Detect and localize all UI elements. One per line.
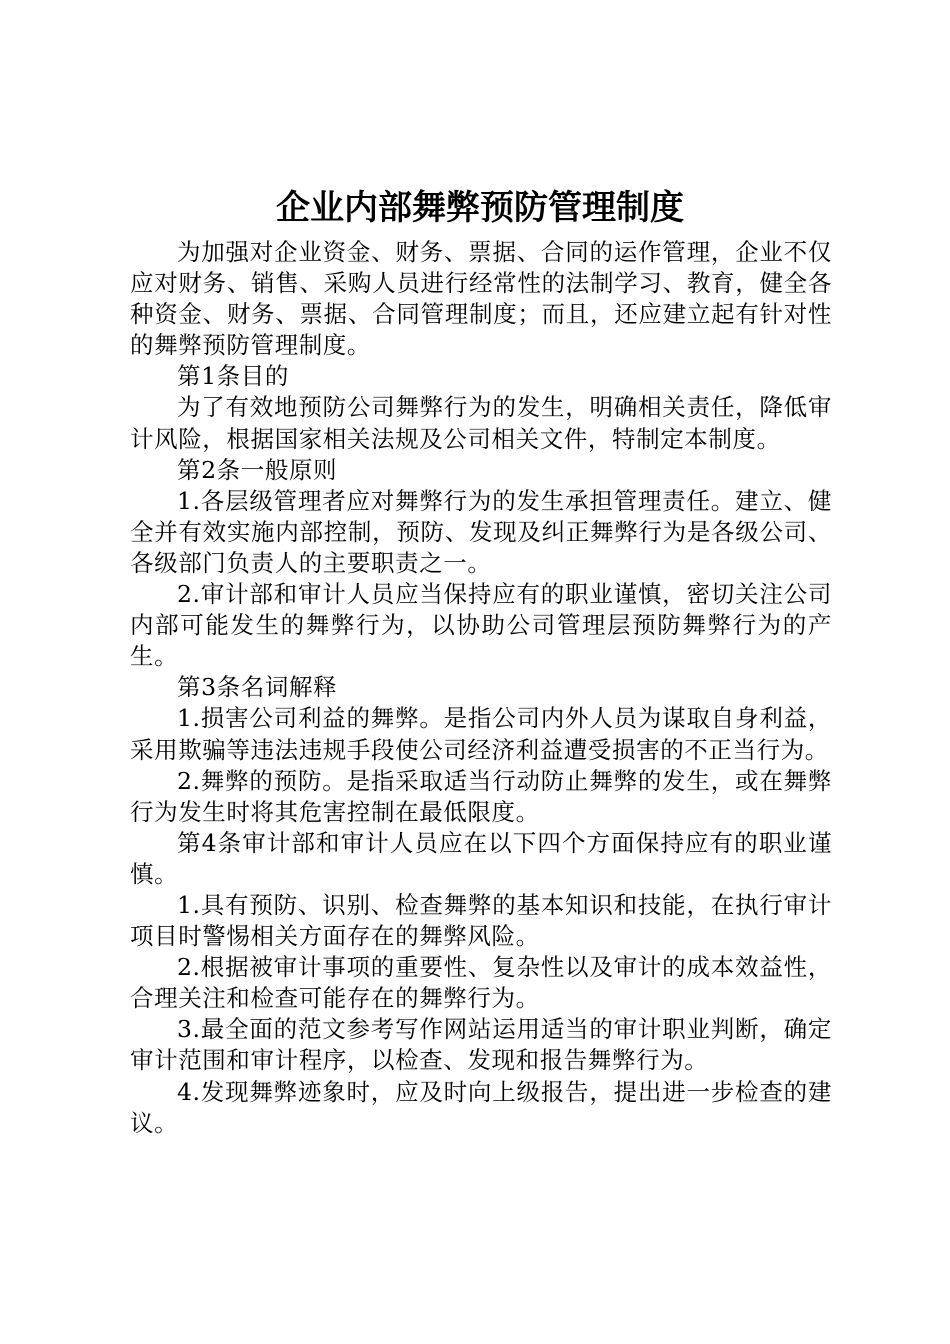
article-1-heading: 第1条目的 xyxy=(177,362,289,391)
article-4-item-3: 3.最全面的范文参考写作网站运用适当的审计职业判断，确定审计范围和审计程序，以检查、发现和报告舞弊行为。 xyxy=(130,1015,832,1075)
document-title: 企业内部舞弊预防管理制度 xyxy=(276,188,684,228)
article-4-item-1: 1.具有预防、识别、检查舞弊的基本知识和技能，在执行审计项目时警惕相关方面存在的舞弊风险。 xyxy=(130,890,832,951)
article-4-item-4: 4.发现舞弊迹象时，应及时向上级报告，提出进一步检查的建议。 xyxy=(130,1077,832,1137)
article-3-item-2: 2.舞弊的预防。是指采取适当行动防止舞弊的发生，或在舞弊行为发生时将其危害控制在最低限度。 xyxy=(130,766,832,826)
intro-paragraph: 为加强对企业资金、财务、票据、合同的运作管理，企业不仅应对财务、销售、采购人员进行经常性的法制学习、教育，健全各种资金、财务、票据、合同管理制度；而且，还应建立起有针对性的舞弊预防管理制度。 xyxy=(130,238,832,360)
document-body xyxy=(130,237,832,1139)
article-3-item-1: 1.损害公司利益的舞弊。是指公司内外人员为谋取自身利益，采用欺骗等违法违规手段使公司经济利益遭受损害的不正当行为。 xyxy=(130,704,832,764)
article-2-item-2: 2.审计部和审计人员应当保持应有的职业谨慎，密切关注公司内部可能发生的舞弊行为，以协助公司管理层预防舞弊行为的产生。 xyxy=(130,580,832,671)
article-4-item-2: 2.根据被审计事项的重要性、复杂性以及审计的成本效益性，合理关注和检查可能存在的舞弊行为。 xyxy=(130,953,832,1013)
article-2-heading: 第2条一般原则 xyxy=(177,455,338,484)
article-1-paragraph: 为了有效地预防公司舞弊行为的发生，明确相关责任，降低审计风险，根据国家相关法规及公司相关文件，特制定本制度。 xyxy=(130,393,832,453)
article-2-item-1: 1.各层级管理者应对舞弊行为的发生承担管理责任。建立、健全并有效实施内部控制，预防、发现及纠正舞弊行为是各级公司、各级部门负责人的主要职责之一。 xyxy=(130,486,832,577)
article-3-heading: 第3条名词解释 xyxy=(177,673,338,702)
article-4-heading: 第4条审计部和审计人员应在以下四个方面保持应有的职业谨慎。 xyxy=(130,828,832,888)
